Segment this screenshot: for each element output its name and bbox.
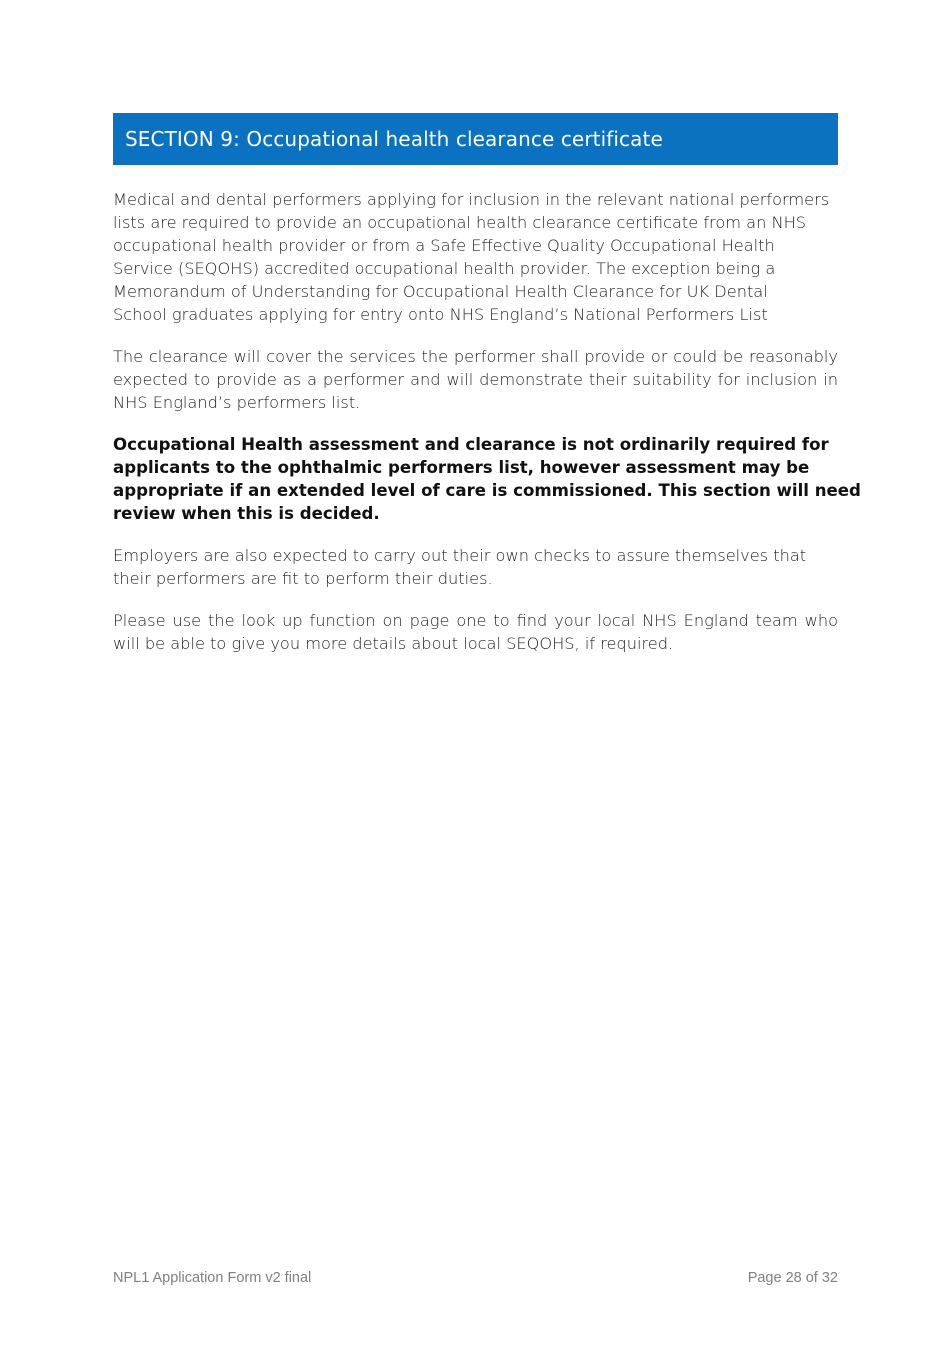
paragraph-requirements <box>113 188 838 326</box>
paragraph-ophthalmic-note <box>113 433 861 525</box>
paragraph-line: Occupational Health assessment and clearance is not ordinarily required for <box>113 435 829 454</box>
page-footer <box>113 1270 838 1286</box>
paragraph-line: Medical and dental performers applying for inclusion in the relevant national performers <box>113 190 830 209</box>
paragraph-line: applicants to the ophthalmic performers list, however assessment may be <box>113 458 810 477</box>
paragraph-line: Employers are also expected to carry out their own checks to assure themselves that <box>113 546 807 565</box>
section-header <box>113 113 838 165</box>
paragraph-line: their performers are fit to perform their duties. <box>113 569 493 588</box>
paragraph-line: review when this is decided. <box>113 504 380 523</box>
section-title: SECTION 9: Occupational health clearance certificate <box>125 127 663 151</box>
paragraph-line: School graduates applying for entry onto NHS England’s National Performers List <box>113 305 768 324</box>
paragraph-line: Memorandum of Understanding for Occupational Health Clearance for UK Dental <box>113 282 768 301</box>
footer-document-name: NPL1 Application Form v2 final <box>113 1270 312 1286</box>
paragraph-employer-checks <box>113 544 838 590</box>
paragraph-line: occupational health provider or from a Safe Effective Quality Occupational Health <box>113 236 775 255</box>
footer-page-number: Page 28 of 32 <box>747 1270 838 1286</box>
paragraph-line: lists are required to provide an occupational health clearance certificate from an NHS <box>113 213 807 232</box>
document-body <box>113 188 861 674</box>
paragraph-line: appropriate if an extended level of care is commissioned. This section will need <box>113 481 861 500</box>
paragraph-lookup-function: Please use the look up function on page one to find your local NHS England team who will be able to give you more details about local SEQOHS, if required. <box>113 611 838 653</box>
paragraph-line: Service (SEQOHS) accredited occupational health provider. The exception being a <box>113 259 776 278</box>
paragraph-clearance-coverage: The clearance will cover the services the performer shall provide or could be reasonably expected to provide as a performer and will demonstrate their suitability for inclusion in NHS England’s performers list. <box>113 347 838 412</box>
